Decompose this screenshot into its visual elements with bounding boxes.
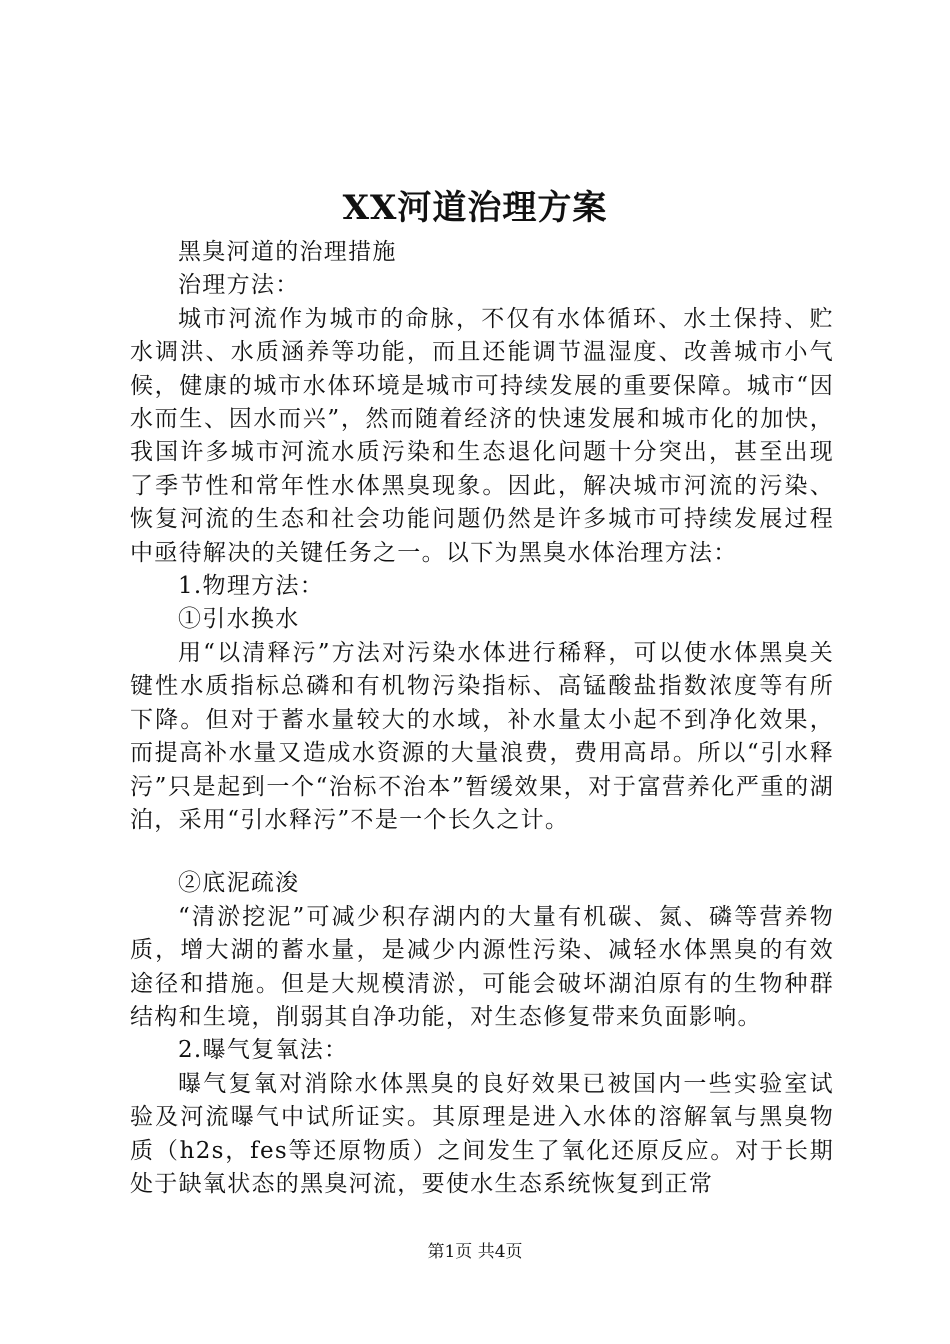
subsection-heading: 1.物理方法：	[178, 573, 325, 600]
item-heading: ①引水换水	[178, 606, 300, 633]
document-body	[130, 236, 834, 1201]
item-heading: ②底泥疏浚	[178, 870, 300, 897]
body-paragraph: 曝气复氧对消除水体黑臭的良好效果已被国内一些实验室试验及河流曝气中试所证实。其原理是进入水体的溶解氧与黑臭物质（h2s，fes等还原物质）之间发生了氧化还原反应。对于长期处于缺氧状态的黑臭河流，要使水生态系统恢复到正常	[130, 1070, 834, 1197]
subsection-heading: 2.曝气复氧法：	[178, 1037, 349, 1064]
section-heading: 黑臭河道的治理措施	[178, 239, 397, 265]
body-paragraph: 用“以清释污”方法对污染水体进行稀释，可以使水体黑臭关键性水质指标总磷和有机物污染指标、高锰酸盐指数浓度等有所下降。但对于蓄水量较大的水域，补水量太小起不到净化效果，而提高补水量又造成水资源的大量浪费，费用高昂。所以“引水释污”只是起到一个“治标不治本”暂缓效果，对于富营养化严重的湖泊，采用“引水释污”不是一个长久之计。	[130, 639, 834, 833]
body-paragraph: “清淤挖泥”可减少积存湖内的大量有机碳、氮、磷等营养物质，增大湖的蓄水量，是减少内源性污染、减轻水体黑臭的有效途径和措施。但是大规模清淤，可能会破坏湖泊原有的生物种群结构和生境，削弱其自净功能，对生态修复带来负面影响。	[130, 903, 834, 1030]
document-title: XX河道治理方案	[342, 188, 608, 228]
body-paragraph: 城市河流作为城市的命脉，不仅有水体循环、水土保持、贮水调洪、水质涵养等功能，而且还能调节温湿度、改善城市小气候，健康的城市水体环境是城市可持续发展的重要保障。城市“因水而生、因水而兴”，然而随着经济的快速发展和城市化的加快，我国许多城市河流水质污染和生态退化问题十分突出，甚至出现了季节性和常年性水体黑臭现象。因此，解决城市河流的污染、恢复河流的生态和社会功能问题仍然是许多城市可持续发展过程中亟待解决的关键任务之一。以下为黑臭水体治理方法：	[130, 305, 834, 566]
subsection-heading: 治理方法：	[178, 272, 300, 299]
page-footer: 第1页 共4页	[427, 1242, 523, 1262]
